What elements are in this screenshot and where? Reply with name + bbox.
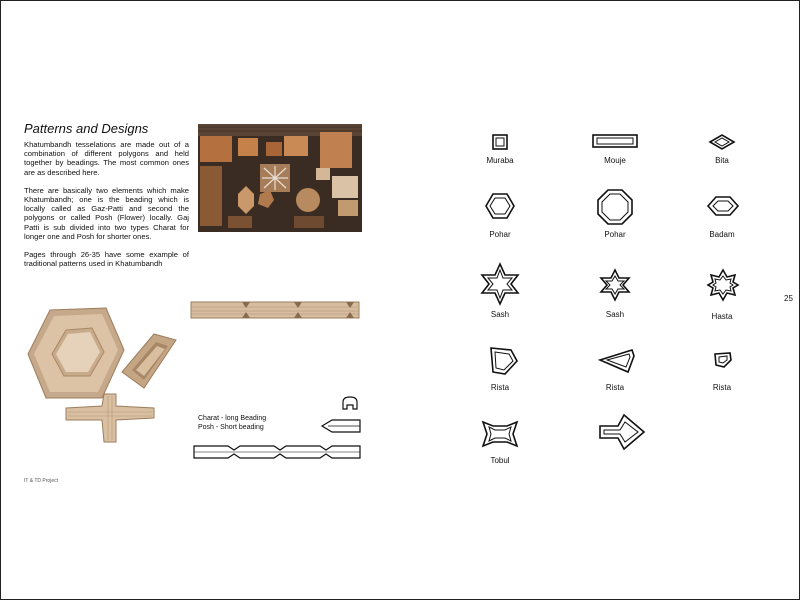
posh-beading-drawing xyxy=(320,418,364,434)
page-number: 25 xyxy=(784,294,793,303)
label-hasta: Hasta xyxy=(711,312,733,321)
mouje-shape xyxy=(591,132,639,150)
paragraph-3: Pages through 26-35 have some example of traditional patterns used in Khatumbandh xyxy=(24,250,189,269)
label-rista-1: Rista xyxy=(490,383,510,392)
pohar-hexagon-shape xyxy=(485,192,515,220)
label-badam: Badam xyxy=(709,230,735,239)
posh-label: Posh - Short beading xyxy=(198,424,264,431)
tobul-shape xyxy=(481,420,519,448)
rista-small-shape xyxy=(712,350,734,370)
charat-label: Charat - long Beading xyxy=(198,415,267,422)
intro-text xyxy=(24,140,189,277)
label-rista-3: Rista xyxy=(712,383,732,392)
muraba-shape xyxy=(490,133,510,151)
hasta-shape xyxy=(706,268,740,302)
footer-note: IT & TD Project xyxy=(24,478,58,484)
beading-legend xyxy=(198,414,266,432)
label-pohar-2: Pohar xyxy=(604,230,626,239)
label-bita: Bita xyxy=(715,156,729,165)
label-muraba: Muraba xyxy=(486,156,514,165)
beading-profile-icon xyxy=(340,395,360,411)
ceiling-photo xyxy=(198,124,362,232)
rista-triangle-shape xyxy=(598,348,638,374)
paragraph-1: Khatumbandh tesselations are made out of a combination of different polygons and held together by beadings. The most common ones are as described here. xyxy=(24,140,189,177)
sash-small-shape xyxy=(597,268,633,302)
label-rista-2: Rista xyxy=(605,383,625,392)
label-sash-1: Sash xyxy=(490,310,510,319)
label-pohar-1: Pohar xyxy=(489,230,511,239)
sash-large-shape xyxy=(479,262,521,306)
bita-shape xyxy=(708,133,736,151)
badam-shape xyxy=(706,195,740,217)
cross-piece-photo xyxy=(60,390,160,446)
label-tobul: Tobul xyxy=(490,456,510,465)
rista-pentagon-shape xyxy=(487,345,519,377)
paragraph-2: There are basically two elements which make Khatumbandh; one is the beading which is locally called as Gaz-Patti and second the polygons or called Posh (Flower) locally. Gaj Patti is sub divided into two types Charat for longer one and Posh for shorter ones. xyxy=(24,185,189,241)
charat-beading-drawing xyxy=(192,443,364,461)
label-mouje: Mouje xyxy=(604,156,626,165)
pohar-octagon-shape xyxy=(596,188,634,226)
arrow-pattern-shape xyxy=(598,412,648,452)
label-sash-2: Sash xyxy=(605,310,625,319)
bita-piece-photo xyxy=(120,330,180,392)
page-title: Patterns and Designs xyxy=(24,121,149,136)
beading-strip-photo xyxy=(190,298,362,322)
